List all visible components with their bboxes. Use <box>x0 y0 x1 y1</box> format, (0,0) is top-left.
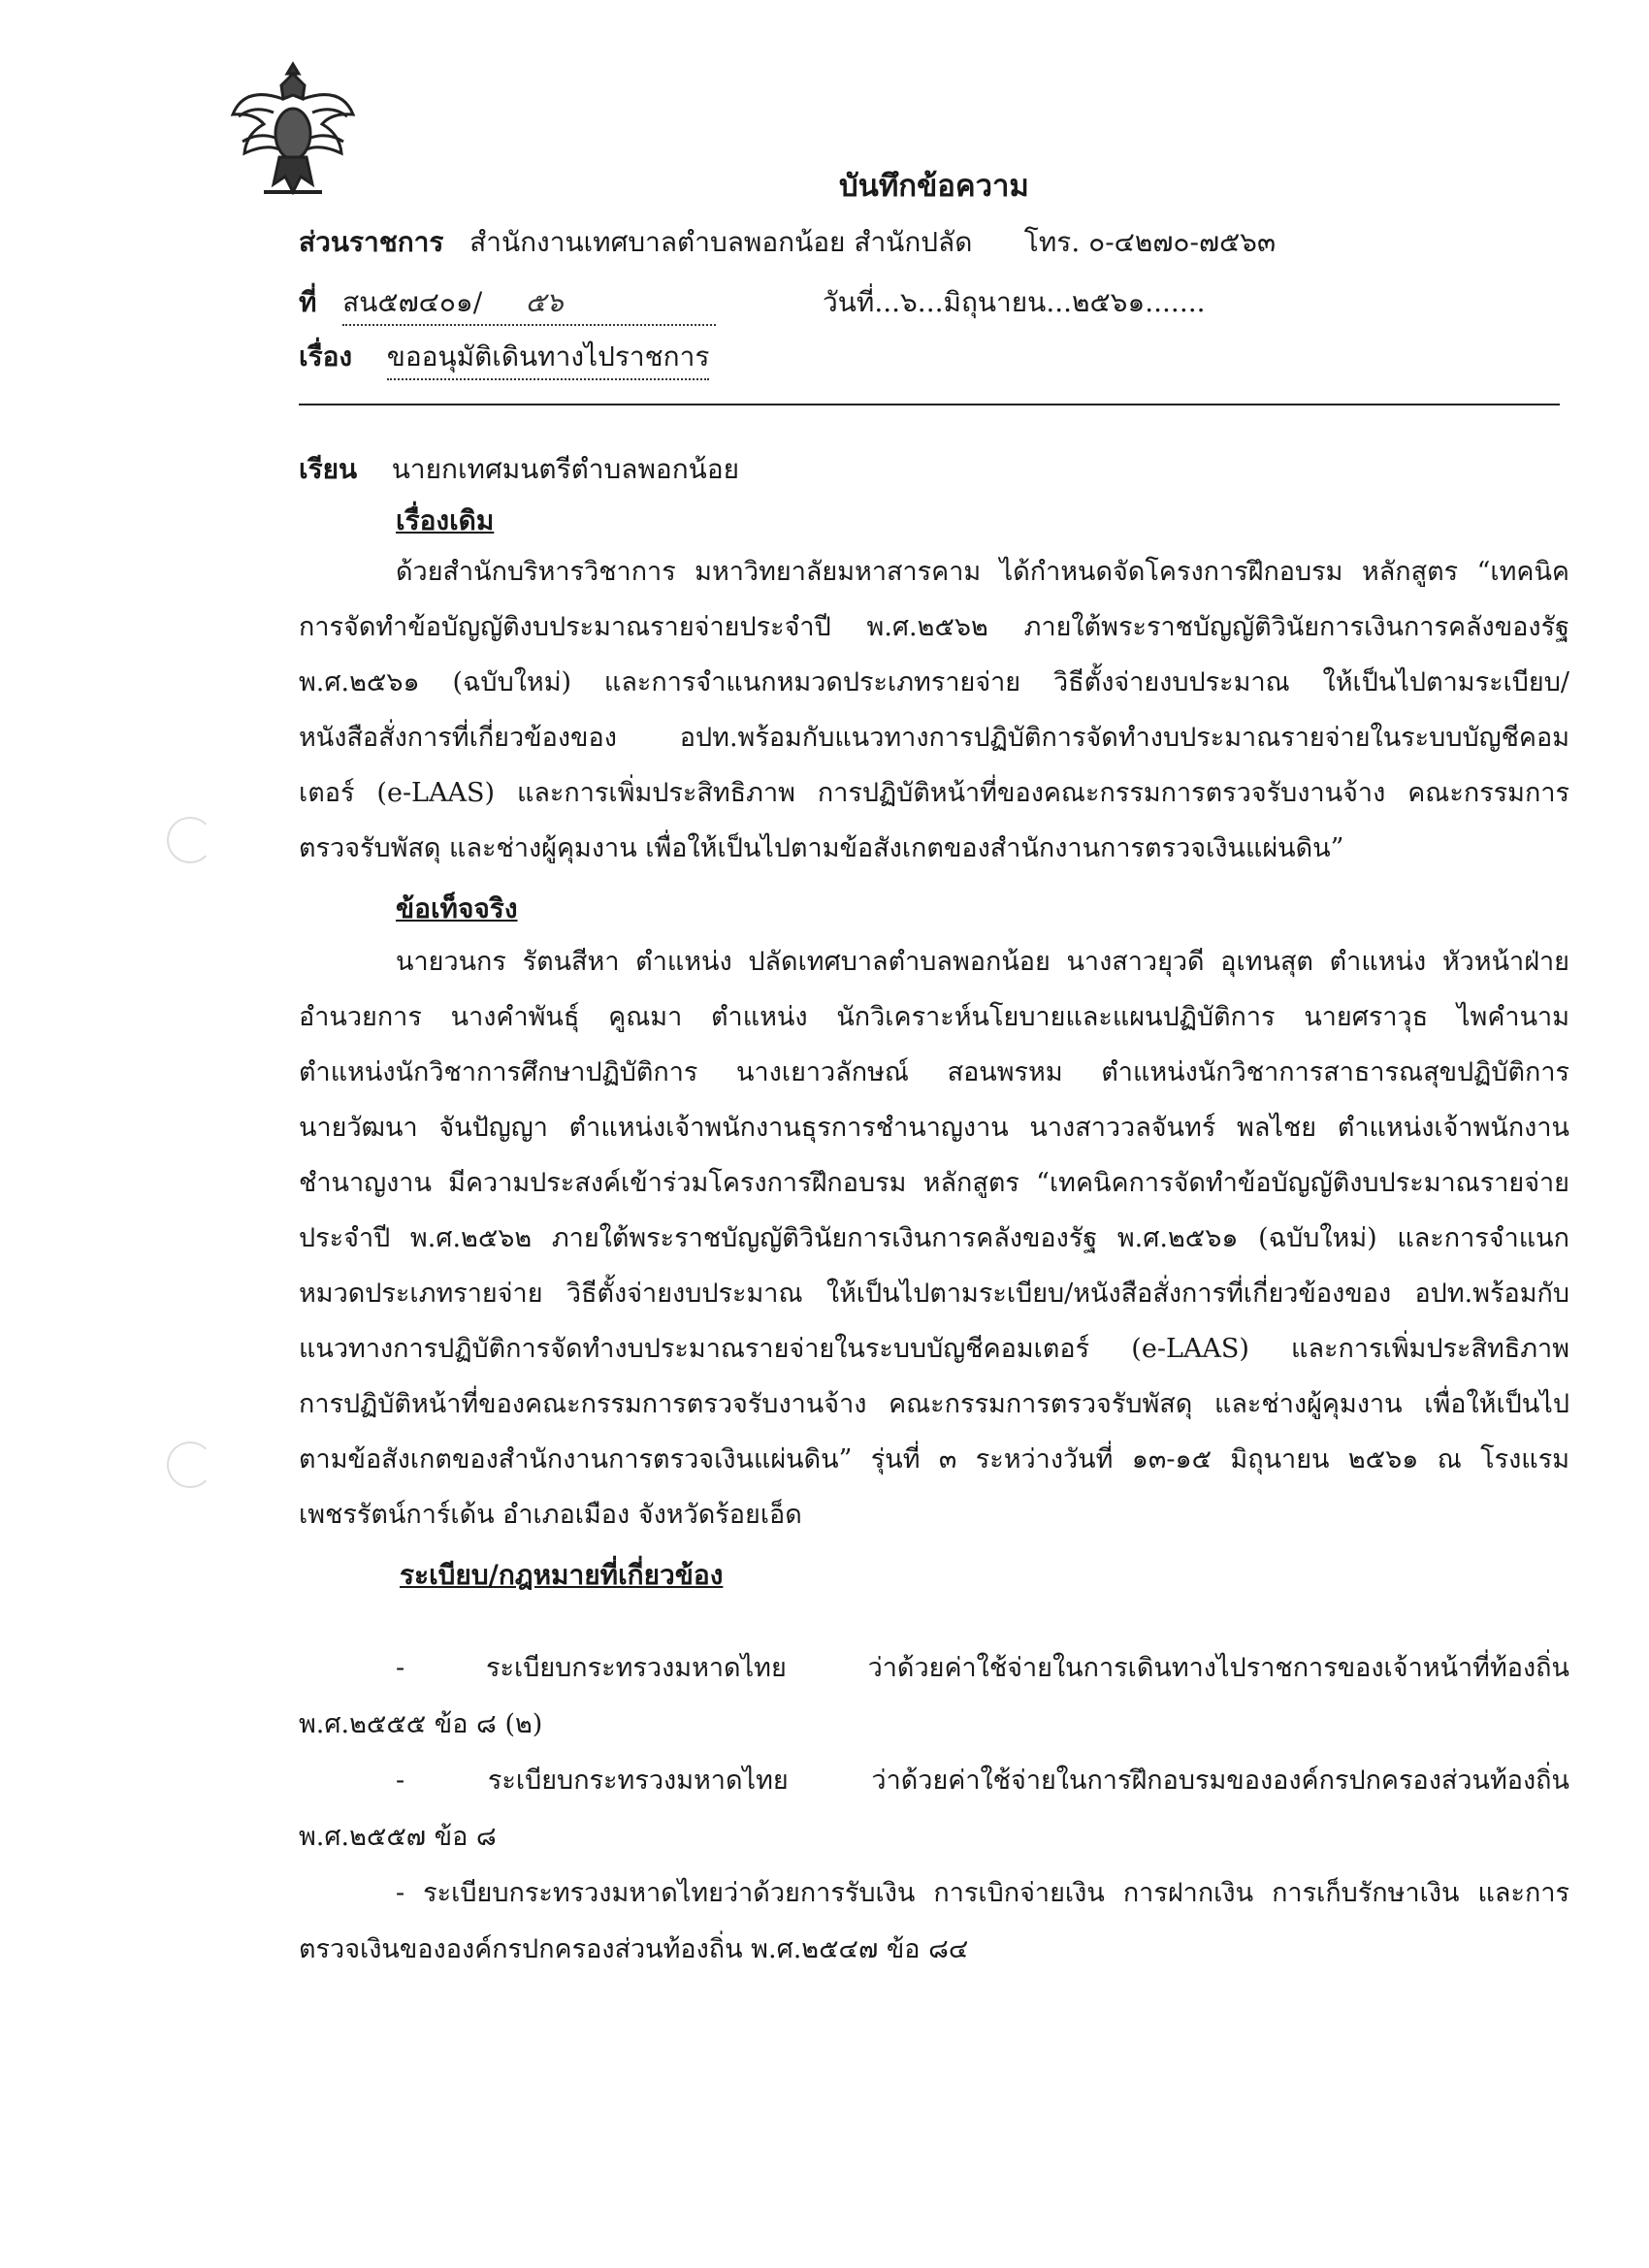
reference-handwritten: ๕๖ <box>525 286 564 318</box>
background-line: การจัดทำข้อบัญญัติงบประมาณรายจ่ายประจำปี พ.ศ.๒๕๖๒ ภายใต้พระราชบัญญัติวินัยการเงินการคลังของรัฐ <box>299 612 1569 642</box>
date-field: วันที่...๖...มิถุนายน...๒๕๖๑....... <box>823 286 1206 318</box>
agency-value: สำนักงานเทศบาลตำบลพอกน้อย สำนักปลัด <box>469 226 973 258</box>
subject-value: ขออนุมัติเดินทางไปราชการ <box>387 336 710 380</box>
agency-label: ส่วนราชการ <box>299 226 444 258</box>
addressee-value: นายกเทศมนตรีตำบลพอกน้อย <box>391 453 740 485</box>
rule-item-continuation: ตรวจเงินขององค์กรปกครองส่วนท้องถิ่น พ.ศ.๒๕๔๗ ข้อ ๘๔ <box>299 1934 969 1964</box>
background-line: เตอร์ (e-LAAS) และการเพิ่มประสิทธิภาพ การปฏิบัติหน้าที่ของคณะกรรมการตรวจรับงานจ้าง คณะกรรมการ <box>299 778 1569 808</box>
facts-line: อำนวยการ นางคำพันธุ์ คูณมา ตำแหน่ง นักวิเคราะห์นโยบายและแผนปฏิบัติการ นายศราวุธ ไพคำนาม <box>299 1002 1569 1032</box>
facts-line: ประจำปี พ.ศ.๒๕๖๒ ภายใต้พระราชบัญญัติวินัยการเงินการคลังของรัฐ พ.ศ.๒๕๖๑ (ฉบับใหม่) และการจำแนก <box>299 1223 1569 1253</box>
facts-line: นายวัฒนา จันปัญญา ตำแหน่งเจ้าพนักงานธุรการชำนาญงาน นางสาววลจันทร์ พลไชย ตำแหน่งเจ้าพนักงาน <box>299 1113 1569 1143</box>
rule-item: - ระเบียบกระทรวงมหาดไทย ว่าด้วยค่าใช้จ่ายในการฝึกอบรมขององค์กรปกครองส่วนท้องถิ่น <box>396 1766 1569 1796</box>
reference-row <box>299 281 716 326</box>
addressee-label: เรียน <box>299 453 358 485</box>
background-line: ตรวจรับพัสดุ และช่างผู้คุมงาน เพื่อให้เป็นไปตามข้อสังเกตของสำนักงานการตรวจเงินแผ่นดิน” <box>299 833 1344 863</box>
rules-heading: ระเบียบ/กฎหมายที่เกี่ยวข้อง <box>400 1559 724 1591</box>
reference-field <box>342 281 716 326</box>
document-title: บันทึกข้อความ <box>839 169 1029 204</box>
facts-line: เพชรรัตน์การ์เด้น อำเภอเมือง จังหวัดร้อยเอ็ด <box>299 1500 802 1530</box>
reference-value: สน๕๗๔๐๑/ <box>342 286 483 318</box>
phone-number: โทร. ๐-๔๒๗๐-๗๕๖๓ <box>1023 226 1277 258</box>
facts-line: ตามข้อสังเกตของสำนักงานการตรวจเงินแผ่นดิน” รุ่นที่ ๓ ระหว่างวันที่ ๑๓-๑๕ มิถุนายน ๒๕๖๑ ณ โรงแรม <box>299 1444 1569 1474</box>
agency-row <box>299 221 1276 264</box>
punch-hole-mark <box>167 1442 213 1488</box>
rule-item: - ระเบียบกระทรวงมหาดไทยว่าด้วยการรับเงิน การเบิกจ่ายเงิน การฝากเงิน การเก็บรักษาเงิน และการ <box>396 1878 1569 1908</box>
background-line: ด้วยสำนักบริหารวิชาการ มหาวิทยาลัยมหาสารคาม ได้กำหนดจัดโครงการฝึกอบรม หลักสูตร “เทคนิค <box>396 557 1569 587</box>
facts-line: การปฏิบัติหน้าที่ของคณะกรรมการตรวจรับงานจ้าง คณะกรรมการตรวจรับพัสดุ และช่างผู้คุมงาน เพื่อให้เป็นไป <box>299 1389 1569 1419</box>
header-divider <box>299 404 1560 405</box>
background-line: หนังสือสั่งการที่เกี่ยวข้องของ อปท.พร้อมกับแนวทางการปฏิบัติการจัดทำงบประมาณรายจ่ายในระบบบัญชีคอม <box>299 723 1569 753</box>
addressee-row <box>299 448 739 491</box>
background-heading: เรื่องเดิม <box>396 504 495 536</box>
rule-item-continuation: พ.ศ.๒๕๕๕ ข้อ ๘ (๒) <box>299 1709 543 1739</box>
facts-line: ชำนาญงาน มีความประสงค์เข้าร่วมโครงการฝึกอบรม หลักสูตร “เทคนิคการจัดทำข้อบัญญัติงบประมาณรายจ่าย <box>299 1168 1569 1198</box>
background-line: พ.ศ.๒๕๖๑ (ฉบับใหม่) และการจำแนกหมวดประเภทรายจ่าย วิธีตั้งจ่ายงบประมาณ ให้เป็นไปตามระเบียบ/ <box>299 667 1569 697</box>
subject-row <box>299 336 709 380</box>
rule-item: - ระเบียบกระทรวงมหาดไทย ว่าด้วยค่าใช้จ่ายในการเดินทางไปราชการของเจ้าหน้าที่ท้องถิ่น <box>396 1653 1569 1683</box>
rule-item-continuation: พ.ศ.๒๕๕๗ ข้อ ๘ <box>299 1822 497 1852</box>
facts-line: แนวทางการปฏิบัติการจัดทำงบประมาณรายจ่ายในระบบบัญชีคอมเตอร์ (e-LAAS) และการเพิ่มประสิทธิภาพ <box>299 1334 1569 1364</box>
punch-hole-mark <box>167 817 213 863</box>
subject-label: เรื่อง <box>299 340 353 373</box>
facts-line: หมวดประเภทรายจ่าย วิธีตั้งจ่ายงบประมาณ ให้เป็นไปตามระเบียบ/หนังสือสั่งการที่เกี่ยวข้องของ อปท.พร้อมกับ <box>299 1279 1569 1309</box>
facts-heading: ข้อเท็จจริง <box>396 892 518 924</box>
facts-line: นายวนกร รัตนสีหา ตำแหน่ง ปลัดเทศบาลตำบลพอกน้อย นางสาวยุวดี อุเทนสุต ตำแหน่ง หัวหน้าฝ่าย <box>396 947 1569 977</box>
reference-label: ที่ <box>299 286 317 318</box>
facts-line: ตำแหน่งนักวิชาการศึกษาปฏิบัติการ นางเยาวลักษณ์ สอนพรหม ตำแหน่งนักวิชาการสาธารณสุขปฏิบัติการ <box>299 1057 1569 1087</box>
